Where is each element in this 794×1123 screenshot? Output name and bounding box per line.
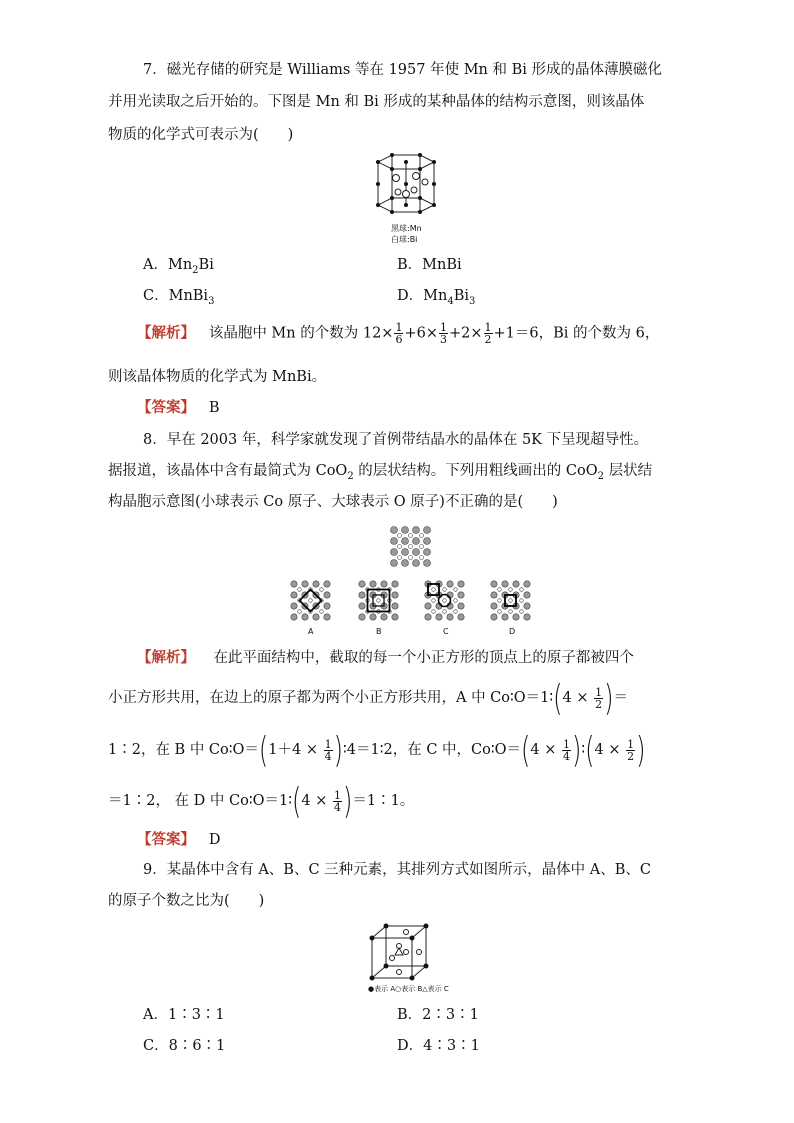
q7-text-line3: 物质的化学式可表示为( ) [108, 127, 294, 143]
q8-text-line1: 8．早在 2003 年，科学家就发现了首例带结晶水的晶体在 5K 下呈现超导性。 [143, 432, 649, 448]
q8-answer-tag: 【答案】 [137, 832, 195, 848]
q7-analysis-line2: 则该晶体物质的化学式为 MnBi。 [108, 369, 327, 385]
q7-analysis-tag: 【解析】 [137, 325, 195, 342]
q8-figure-label-a: A [308, 627, 314, 636]
q7-answer-tag: 【答案】 [137, 400, 195, 416]
q8-text-line3: 构晶胞示意图(小球表示 Co 原子、大球表示 O 原子)不正确的是( ) [108, 494, 558, 510]
q8-analysis-line4: ＝1∶2， 在 D 中 Co∶O＝1∶(4 × $\frac{1}{4}$ )＝1∶1。 [108, 780, 415, 822]
q9-cubic-cell-figure [366, 922, 466, 994]
q8-option-figures [288, 578, 538, 638]
q8-figure-label-d: D [509, 627, 516, 636]
q8-analysis-line3: 1∶2，在 B 中 Co∶O＝(1＋4 × $\frac{1}{4}$ )∶4＝1∶2，在 C 中，Co∶O＝(4 × $\frac{1}{4}$ )∶(4 × $\frac{1}{2}$ ) [108, 729, 646, 771]
q8-layer-lattice-figure [388, 524, 432, 572]
q7-legend-bi: 白球:Bi [391, 235, 418, 244]
q7-option-b: B．MnBi [397, 257, 462, 273]
q8-text-line2: 据报道，该晶体中含有最简式为 CoO$_2$ 的层状结构。下列用粗线画出的 CoO$_2$ 层状结 [108, 463, 653, 482]
q9-text-line2: 的原子个数之比为( ) [108, 893, 265, 909]
q7-option-c: C．MnBi$_3$ [143, 288, 215, 307]
q7-text-line2: 并用光读取之后开始的。下图是 Mn 和 Bi 形成的某种晶体的结构示意图，则该晶体 [108, 94, 645, 110]
q9-option-a: A．1∶3∶1 [143, 1007, 225, 1023]
q7-option-d: D．$Mn_4Bi_3$ [397, 288, 476, 307]
q7-hexagonal-cell-figure [370, 150, 450, 248]
q8-analysis-tag: 【解析】 [137, 650, 195, 666]
q7-analysis-line1: 【解析】 该晶胞中 Mn 的个数为 12× $\frac{1}{6}$ +6× $\frac{1}{3}$ +2× $\frac{1}{2}$ +1＝6，Bi 的个数为 6， [137, 321, 660, 346]
q8-analysis-line2: 小正方形共用，在边上的原子都为两个小正方形共用，A 中 Co∶O＝1∶(4 × $\frac{1}{2}$ )＝ [108, 677, 629, 719]
q7-text-line1: 7．磁光存储的研究是 Williams 等在 1957 年使 Mn 和 Bi 形成的晶体薄膜磁化 [143, 62, 663, 78]
q9-text-line1: 9．某晶体中含有 A、B、C 三种元素，其排列方式如图所示，晶体中 A、B、C [143, 862, 651, 878]
q7-option-a: A．$Mn_2Bi$ [143, 257, 214, 276]
q8-figure-label-c: C [443, 627, 449, 636]
q7-legend-mn: 黑球:Mn [391, 224, 422, 233]
q8-answer: 【答案】 D [137, 832, 221, 848]
q9-option-b: B．2∶3∶1 [397, 1007, 479, 1023]
q9-legend: ●表示 A○表示 B△表示 C [368, 985, 449, 993]
q7-answer: 【答案】 B [137, 400, 220, 416]
q8-analysis-line1: 【解析】 在此平面结构中，截取的每一个小正方形的顶点上的原子都被四个 [137, 650, 634, 666]
q8-figure-label-b: B [376, 627, 382, 636]
q9-option-d: D．4∶3∶1 [397, 1038, 480, 1054]
q9-option-c: C．8∶6∶1 [143, 1038, 226, 1054]
